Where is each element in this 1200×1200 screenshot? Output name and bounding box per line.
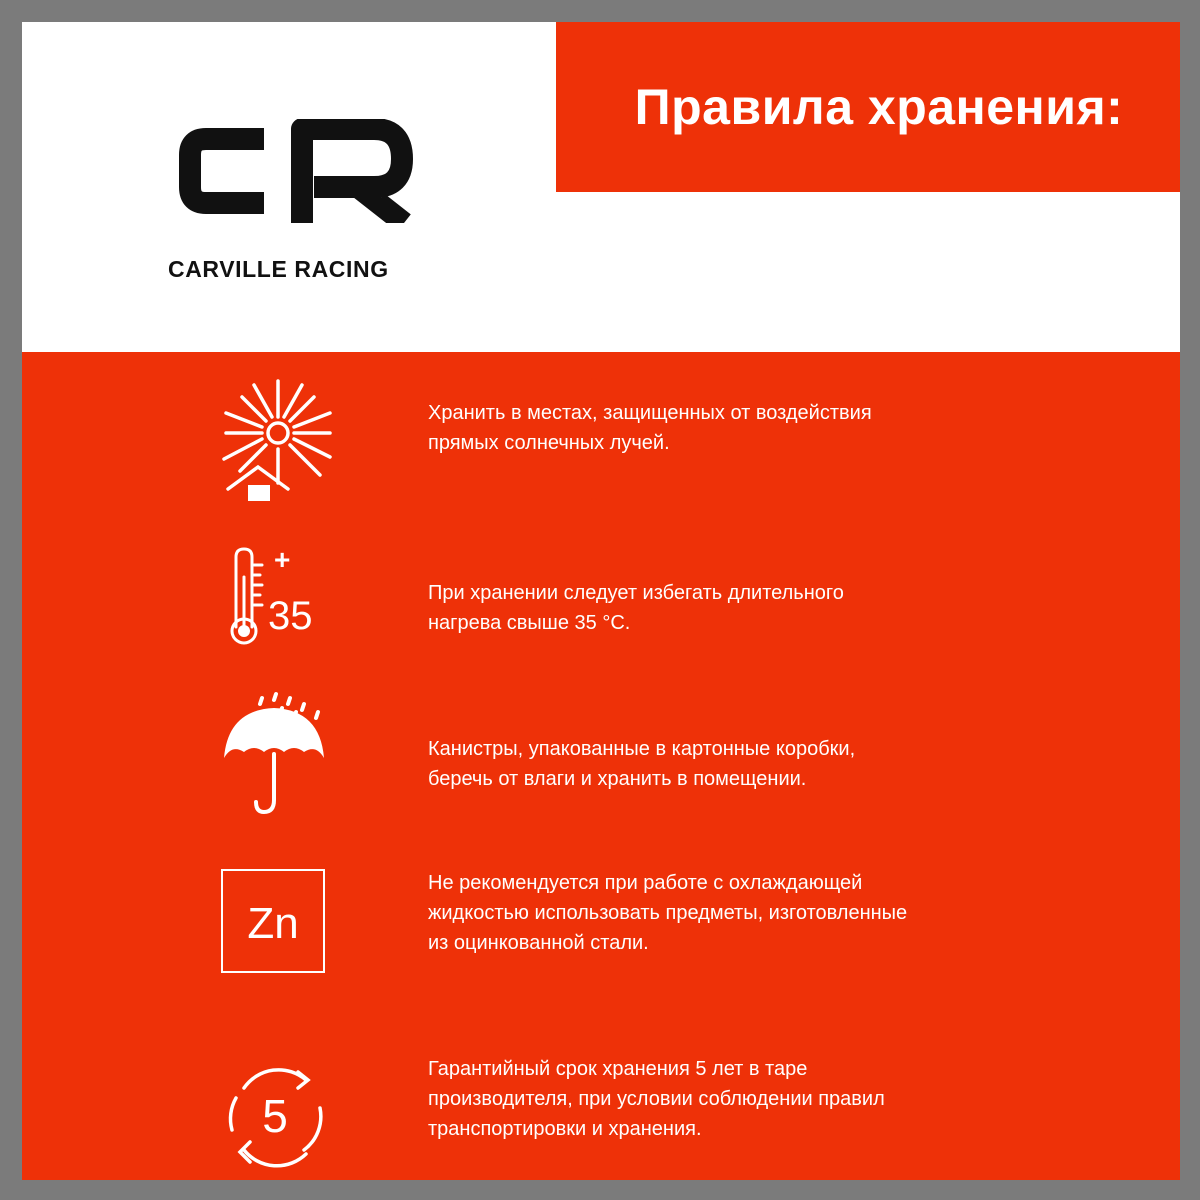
rule-line: транспортировки и хранения.	[428, 1118, 702, 1140]
title-banner	[556, 22, 1180, 192]
thermometer-value: 35	[268, 594, 313, 638]
rule-line: прямых солнечных лучей.	[428, 432, 670, 454]
umbrella-rain-icon	[220, 688, 330, 816]
brand-name: CARVILLE RACING	[168, 256, 389, 282]
infographic-canvas	[22, 22, 1180, 1180]
rule-text-warranty	[428, 1054, 1048, 1144]
rule-text-temperature	[428, 578, 1048, 638]
five-years-number: 5	[262, 1090, 288, 1142]
rule-line: Не рекомендуется при работе с охлаждающей	[428, 872, 863, 894]
rule-line: производителя, при условии соблюдении правил	[428, 1088, 885, 1110]
rule-text-sun	[428, 398, 1048, 458]
thermometer-icon	[224, 547, 334, 647]
rule-text-moisture	[428, 734, 1048, 794]
thermometer-plus: +	[274, 547, 291, 575]
page-title: Правила хранения:	[634, 79, 1124, 135]
rule-line: нагрева свыше 35 °С.	[428, 612, 631, 634]
zinc-icon	[220, 868, 326, 974]
rule-line: беречь от влаги и хранить в помещении.	[428, 768, 807, 790]
rule-text-zinc	[428, 868, 1048, 958]
sun-protection-icon	[210, 377, 334, 501]
rule-line: Хранить в местах, защищенных от воздействия	[428, 402, 872, 424]
brand-logo-icon	[168, 119, 413, 223]
five-year-cycle-icon	[218, 1058, 332, 1172]
rule-line: Канистры, упакованные в картонные коробки,	[428, 738, 856, 760]
rule-line: жидкостью использовать предметы, изготовленные	[428, 902, 908, 924]
rule-line: Гарантийный срок хранения 5 лет в таре	[428, 1058, 808, 1080]
rule-line: из оцинкованной стали.	[428, 932, 649, 954]
zinc-symbol: Zn	[247, 899, 299, 948]
rule-line: При хранении следует избегать длительного	[428, 582, 844, 604]
